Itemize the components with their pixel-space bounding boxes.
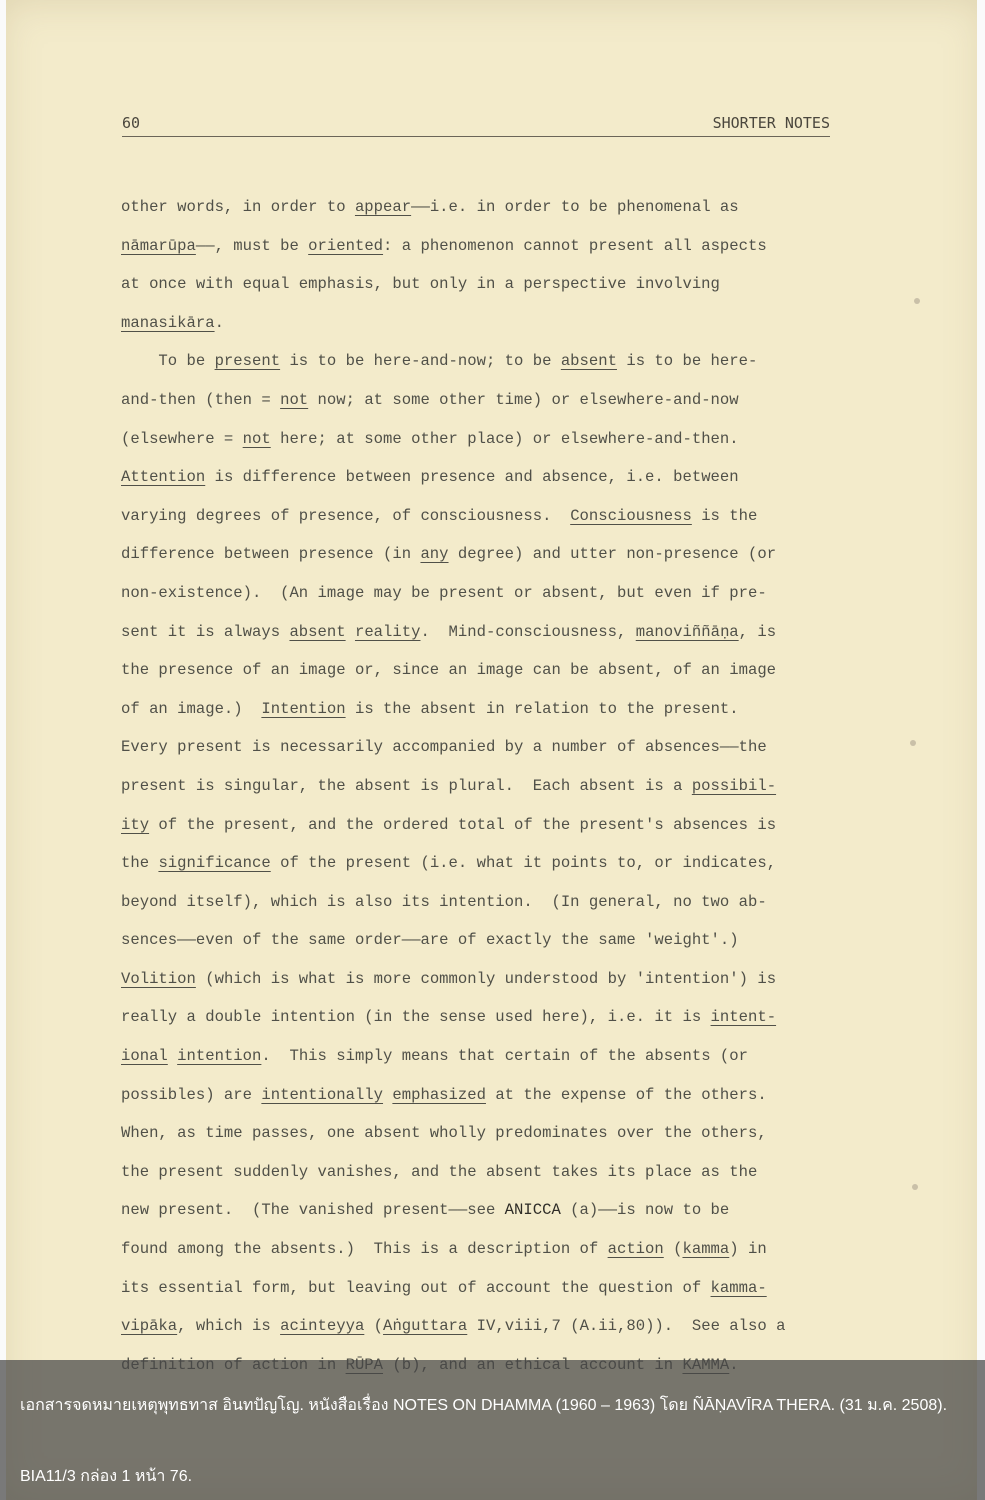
text-line <box>121 1076 841 1115</box>
text-run: . Mind-consciousness, <box>420 622 636 641</box>
text-line <box>121 265 841 304</box>
text-run: other words, in order to <box>121 198 355 216</box>
text-line <box>121 1153 841 1192</box>
text-line <box>121 1230 841 1269</box>
text-run: sences——even of the same order——are of exactly the same 'weight'.) <box>121 931 739 950</box>
text-line <box>121 613 841 652</box>
underlined-term: manoviññāṇa <box>635 622 739 641</box>
running-title: SHORTER NOTES <box>712 114 830 132</box>
page-edge-right <box>977 0 985 1500</box>
text-line <box>121 1037 841 1076</box>
text-run: (a)——is now to be <box>560 1201 730 1220</box>
underlined-term: manasikāra <box>121 313 215 332</box>
text-line <box>121 458 841 497</box>
underlined-term: Volition <box>121 969 196 988</box>
text-line <box>121 342 841 381</box>
text-run <box>168 1047 177 1065</box>
text-run: sent it is always <box>121 622 290 641</box>
text-line <box>121 960 841 999</box>
underlined-term: absent <box>560 352 617 371</box>
archive-caption <box>0 1360 985 1500</box>
text-line <box>121 304 841 343</box>
text-line <box>121 844 841 883</box>
page-header <box>122 114 830 137</box>
text-line <box>121 690 841 729</box>
underlined-term: action <box>607 1240 664 1259</box>
text-run: of an image.) <box>121 699 262 718</box>
text-line <box>121 767 841 806</box>
underlined-term: not <box>242 429 271 448</box>
text-run: . This simply means that certain of the absents (or <box>261 1047 748 1066</box>
underlined-term: acinteyya <box>280 1317 365 1336</box>
text-run: IV,viii,7 (A.ii,80)). See also a <box>467 1317 786 1336</box>
underlined-term: vipāka <box>121 1317 178 1336</box>
underlined-term: possibil- <box>691 776 777 795</box>
text-run: beyond itself), which is also its intention. (In general, no two ab- <box>121 892 767 911</box>
text-run: ——, must be <box>195 236 309 255</box>
body-text <box>121 188 841 1384</box>
text-run: is to be here-and-now; to be <box>280 352 561 371</box>
text-run: possibles) are <box>121 1085 262 1104</box>
text-line <box>121 728 841 767</box>
text-run: found among the absents.) This is a description of <box>121 1240 608 1259</box>
underlined-term: Attention <box>121 468 206 487</box>
text-run: now; at some other time) or elsewhere-and-now <box>308 390 739 409</box>
text-line <box>121 1307 841 1346</box>
underlined-term: intention <box>177 1047 262 1066</box>
text-run: really a double intention (in the sense used here), i.e. it is <box>121 1008 711 1027</box>
text-line <box>121 1114 841 1153</box>
text-run: varying degrees of presence, of consciousness. <box>121 506 571 525</box>
text-line <box>121 651 841 690</box>
page-edge-left <box>0 0 6 1500</box>
text-run: of the present, and the ordered total of the present's absences is <box>149 815 777 834</box>
text-line <box>121 1269 841 1308</box>
text-run <box>346 623 355 641</box>
text-run: the <box>121 854 159 873</box>
text-run: of the present (i.e. what it points to, or indicates, <box>270 854 777 873</box>
underlined-term: kamma- <box>710 1278 767 1297</box>
underlined-term: reality <box>354 622 421 641</box>
underlined-term: Aṅguttara <box>383 1317 468 1336</box>
text-line <box>121 497 841 536</box>
text-run: , is <box>738 622 777 641</box>
underlined-term: Intention <box>261 699 346 718</box>
caption-reference: BIA11/3 กล่อง 1 หน้า 76. <box>20 1468 193 1485</box>
underlined-term: not <box>280 390 309 409</box>
text-run: its essential form, but leaving out of account the question of <box>121 1278 711 1297</box>
text-line <box>121 574 841 613</box>
text-line <box>121 381 841 420</box>
text-run: is difference between presence and absence, i.e. between <box>205 468 739 487</box>
text-line <box>121 420 841 459</box>
text-line <box>121 806 841 845</box>
text-run: (elsewhere = <box>121 429 243 448</box>
text-run: ( <box>364 1317 384 1336</box>
text-run: . <box>214 313 224 332</box>
underlined-term: absent <box>289 622 346 641</box>
text-run: ANICCA <box>504 1201 561 1220</box>
underlined-term: kamma <box>682 1240 730 1259</box>
text-line <box>121 998 841 1037</box>
underlined-term: nāmarūpa <box>121 236 196 255</box>
text-run: (which is what is more commonly understood by 'intention') is <box>195 969 777 988</box>
text-run: ( <box>663 1240 683 1259</box>
text-line <box>121 921 841 960</box>
text-run: When, as time passes, one absent wholly predominates over the others, <box>121 1124 767 1143</box>
underlined-term: any <box>420 545 449 564</box>
underlined-term: intent- <box>710 1008 777 1027</box>
page-number: 60 <box>122 114 141 132</box>
underlined-term: appear <box>354 198 412 216</box>
text-run: at the expense of the others. <box>485 1085 767 1104</box>
text-run: the present suddenly vanishes, and the absent takes its place as the <box>121 1162 758 1181</box>
paper-speck <box>914 298 920 304</box>
text-line <box>121 535 841 574</box>
underlined-term: Consciousness <box>570 506 692 525</box>
underlined-term: ity <box>121 815 150 834</box>
underlined-term: oriented <box>308 236 384 255</box>
underlined-term: present <box>214 352 281 371</box>
caption-description: เอกสารจดหมายเหตุพุทธทาส อินทปัญโญ. หนังสือเรื่อง NOTES ON DHAMMA (1960 – 1963) โดย ÑĀṆAVĪRA THERA. (31 ม.ค. 2508). <box>20 1397 948 1414</box>
text-run: Every present is necessarily accompanied by a number of absences——the <box>121 738 767 757</box>
paper-speck <box>910 740 916 746</box>
text-line <box>121 188 841 227</box>
text-run: , which is <box>177 1317 281 1336</box>
text-run: ——i.e. in order to be phenomenal as <box>411 198 739 216</box>
text-run: the presence of an image or, since an image can be absent, of an image <box>121 661 777 680</box>
text-run: To be <box>121 352 215 371</box>
text-run: degree) and utter non-presence (or <box>448 545 777 564</box>
text-run: is the absent in relation to the present. <box>345 699 739 718</box>
text-run: non-existence). (An image may be present or absent, but even if pre- <box>121 583 767 602</box>
text-run: here; at some other place) or elsewhere-and-then. <box>270 429 739 448</box>
underlined-term: significance <box>158 854 271 873</box>
text-run: ) in <box>729 1240 767 1259</box>
paper-speck <box>912 1184 918 1190</box>
text-line <box>121 883 841 922</box>
text-run: new present. (The vanished present——see <box>121 1201 505 1220</box>
text-run: at once with equal emphasis, but only in a perspective involving <box>121 275 720 294</box>
text-run: difference between presence (in <box>121 545 421 564</box>
text-run: is the <box>691 506 758 525</box>
underlined-term: emphasized <box>392 1085 486 1104</box>
underlined-term: ional <box>121 1047 168 1066</box>
text-run <box>383 1086 392 1104</box>
text-line <box>121 1191 841 1230</box>
text-run: : a phenomenon cannot present all aspects <box>383 236 767 255</box>
text-run: and-then (then = <box>121 390 281 409</box>
text-run: is to be here- <box>616 352 758 371</box>
text-run: present is singular, the absent is plural. Each absent is a <box>121 776 692 795</box>
underlined-term: intentionally <box>261 1085 384 1104</box>
text-line <box>121 227 841 266</box>
